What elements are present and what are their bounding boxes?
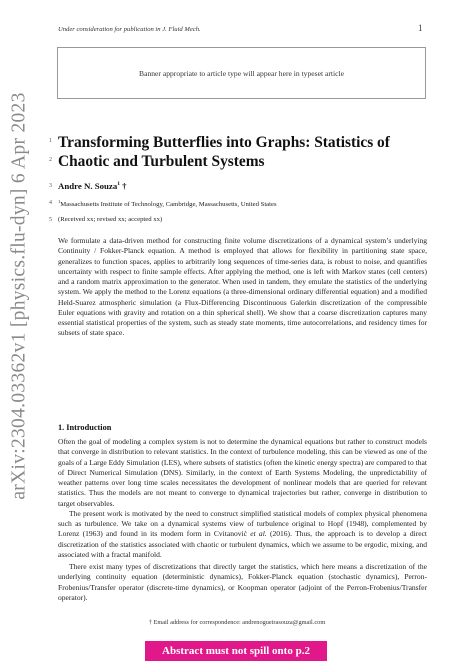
line-number: 5 — [49, 217, 52, 223]
intro-p2-text-b: (2016). Thus, the approach is to develop a direct discretization of the statistics associated with chaotic or turbulent dynamics, which we assume to be ergodic, mixing, and associated with a fractal manifold. — [58, 529, 428, 559]
intro-paragraph-2 — [58, 509, 427, 560]
journal-note: Under consideration for publication in J. Fluid Mech. — [58, 26, 201, 33]
introduction-body — [58, 437, 427, 603]
article-banner — [57, 47, 426, 99]
line-number: 1 — [49, 138, 52, 144]
arxiv-stamp — [3, 92, 37, 500]
author-name: Andre N. Souza — [58, 181, 118, 191]
arxiv-stamp-text: arXiv:2304.03362v1 [physics.flu-dyn] 6 Apr 2023 — [9, 92, 30, 500]
paper-title: Transforming Butterflies into Graphs: Statistics of Chaotic and Turbulent Systems — [58, 134, 390, 170]
abstract-warning-badge — [145, 641, 327, 661]
affiliation-text: Massachusetts Institute of Technology, Cambridge, Massachusetts, United States — [60, 201, 277, 209]
warning-text: Abstract must not spill onto p.2 — [162, 645, 310, 657]
author-line — [58, 181, 127, 191]
correspondence-footnote: † Email address for correspondence: andrenogueirasouza@gmail.com — [148, 619, 326, 626]
abstract: We formulate a data-driven method for constructing finite volume discretizations of a dynamical system’s underlying Continuity / Fokker-Planck equation. A method is employed that allows for flexibility in partitioning state space, generalizes to function spaces, applies to arbitrarily long sequences of time-series data, is robust to noise, and quantifies uncertainty with respect to finite sample effects. After applying the method, one is left with Markov states (cell centers) and a random matrix approximation to the generator. When used in tandem, they emulate the statistics of the underlying system. We apply the method to the Lorenz equations (a three-dimensional ordinary differential equation) and a modified Held-Suarez atmospheric simulation (a Flux-Differencing Discontinuous Galerkin discretization of the compressible Euler equations with gravity and rotation on a thin spherical shell). We show that a coarse discretization captures many essential statistical properties of the system, such as steady state moments, time autocorrelations, and residency times for subsets of state space. — [58, 236, 427, 338]
author-footnote-mark: † — [119, 181, 127, 191]
line-number: 3 — [49, 183, 52, 189]
received-dates: (Received xx; revised xx; accepted xx) — [58, 216, 163, 223]
affiliation — [58, 199, 277, 208]
affiliation-sup: 1 — [58, 199, 61, 204]
section-heading: 1. Introduction — [58, 423, 112, 432]
intro-paragraph-3: There exist many types of discretizations that directly target the statistics, which here means a discretization of the underlying continuity equation (deterministic dynamics), Fokker-Planck equation (stochastic dynamics), Perron-Frobenius/Transfer operator (discrete-time dynamics), or Koopman operator (adjoint of the Perron-Frobenius/Transfer operator). — [58, 562, 427, 602]
intro-paragraph-1: Often the goal of modeling a complex system is not to determine the dynamical equations but rather to construct models that converge in distribution to relevant statistics. In the context of turbulence modeling, this can be viewed as one of the goals of a Large Eddy Simulation (LES), where subsets of statistics (often the kinetic energy spectra) are compared to that of Direct Numerical Simulation (DNS). Similarly, in the context of Earth Systems Modeling, the unpredictability of weather patterns over long time scales necessitates the development of nonlinear models that are queried for relevant statistics. Thus the models are not meant to converge to dynamical trajectories but rather, converge in distribution to target observables. — [58, 437, 427, 508]
intro-p2-text-a: The present work is motivated by the need to construct simplified statistical models of complex physical phenomena such as turbulence. We take on a dynamical systems view of turbulence original to Hopf (1948), complemented by Lorenz (1963) and found in its modern form in Cvitanović — [58, 508, 427, 539]
line-number: 4 — [49, 200, 52, 206]
page-number: 1 — [418, 23, 423, 33]
banner-text: Banner appropriate to article type will appear here in typeset article — [139, 68, 344, 78]
intro-p2-etal: et al. — [250, 529, 267, 539]
line-number: 2 — [49, 157, 52, 163]
author-affil-sup: 1 — [117, 181, 120, 188]
